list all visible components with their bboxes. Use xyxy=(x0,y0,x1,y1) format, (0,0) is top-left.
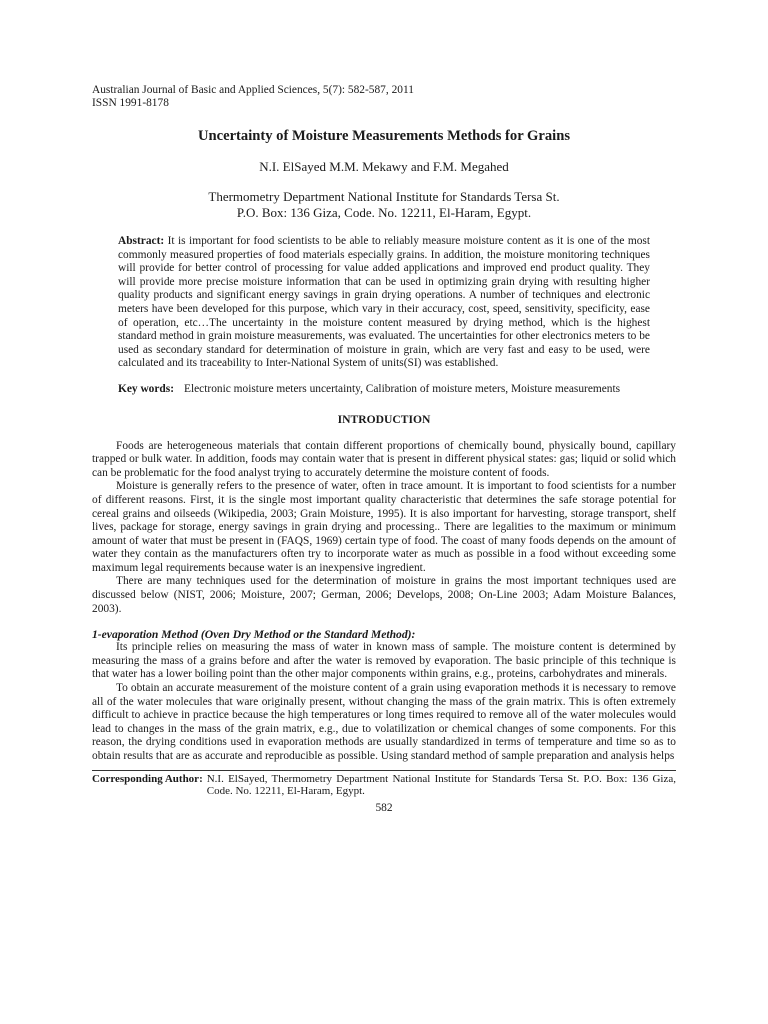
paragraph: To obtain an accurate measurement of the moisture content of a grain using evaporation methods it is necessary to remove all of the water molecules that ware originally present, without changing the mass of the grain matrix. This is often extremely difficult to achieve in practice because the high temperatures or long times required to remove all of the water molecules would lead to changes in the mass of the grain matrix, e.g., due to volatilization or chemical changes of some components. For this reason, the drying conditions used in evaporation methods are usually standardized in terms of temperature and time so as to obtain results that are as accurate and reproducible as possible. Using standard method of sample preparation and analysis helps xyxy=(92,682,676,762)
paper-page xyxy=(92,84,676,814)
affiliation-line-1: Thermometry Department National Institute for Standards Tersa St. xyxy=(208,189,560,204)
keywords-text: Electronic moisture meters uncertainty, Calibration of moisture meters, Moisture measurements xyxy=(184,382,621,395)
paper-title: Uncertainty of Moisture Measurements Methods for Grains xyxy=(197,128,571,144)
abstract-text: It is important for food scientists to be able to reliably measure moisture content as it is one of the most commonly measured properties of food materials especially grains. In addition, the moisture monitoring techniques will provide for better control of processing for value added applications and improved end product quality. They will provide more precise moisture information that can be used in optimizing grain drying with resulting higher quality products and significant energy savings in grain drying operations. A number of techniques and electronic meters have been developed for this purpose, which vary in their accuracy, cost, speed, sensitivity, specificity, ease of operation, etc…The uncertainty in the moisture content measured by drying method, which is the highest standard method in grain moisture measurements, was evaluated. The uncertainties for other electronics meters to be used as secondary standard for determination of moisture in grain, which are very fast and easy to be used, were calculated and its traceability to Inter-National System of units(SI) was established. xyxy=(118,235,650,370)
paragraph: There are many techniques used for the determination of moisture in grains the most important techniques used are discussed below (NIST, 2006; Moisture, 2007; German, 2006; Develops, 2008; On-Line 2003; Adam Moisture Balances, 2003). xyxy=(92,575,676,615)
corresponding-author xyxy=(92,773,676,798)
keywords xyxy=(118,383,650,397)
journal-header xyxy=(92,84,676,110)
page-number: 582 xyxy=(375,801,393,814)
affiliation xyxy=(92,189,676,221)
corresponding-author-label: Corresponding Author: xyxy=(92,772,203,785)
journal-citation: Australian Journal of Basic and Applied Sciences, 5(7): 582-587, 2011 xyxy=(92,84,414,96)
abstract-label: Abstract: xyxy=(118,235,165,247)
paragraph: Foods are heterogeneous materials that contain different proportions of chemically bound, physically bound, capillary trapped or bulk water. In addition, foods may contain water that is present in different physical states: gas; liquid or solid which can be problematic for the food analyst trying to accurately determine the moisture content of foods. xyxy=(92,439,676,479)
corresponding-author-text: N.I. ElSayed, Thermometry Department National Institute for Standards Tersa St. P.O. Box: 136 Giza, Code. No. 12211, El-Haram, Egypt. xyxy=(206,772,676,798)
keywords-label: Key words: xyxy=(118,382,174,395)
affiliation-line-2: P.O. Box: 136 Giza, Code. No. 12211, El-Haram, Egypt. xyxy=(236,205,532,220)
abstract xyxy=(118,235,650,371)
footnote-divider xyxy=(92,770,676,771)
introduction-body xyxy=(92,440,676,617)
paragraph: Its principle relies on measuring the mass of water in known mass of sample. The moisture content is determined by measuring the mass of a grains before and after the water is removed by evaporation. The basic principle of this technique is that water has a lower boiling point than the other major components within grains, e.g., proteins, carbohydrates and minerals. xyxy=(92,641,676,681)
section-heading: 1-evaporation Method (Oven Dry Method or the Standard Method): xyxy=(92,628,416,642)
issn: ISSN 1991-8178 xyxy=(92,97,169,109)
paragraph: Moisture is generally refers to the presence of water, often in trace amount. It is important to food scientists for a number of different reasons. First, it is the single most important quality characteristic that determines the safe storage potential for cereal grains and oilseeds (Wikipedia, 2003; Grain Moisture, 1995). It is also important for harvesting, storage transport, shelf lives, package for storage, energy savings in grain drying and processing.. There are legalities to the maximum or minimum amount of water that must be present in (FAQS, 1969) certain type of food. The coast of many foods depends on the amount of water they contain as the manufacturers often try to incorporate water as much as possible in a food without exceeding some maximum legal requirements because water is an inexpensive ingredient. xyxy=(92,480,676,574)
introduction-heading: INTRODUCTION xyxy=(337,412,431,426)
section-body xyxy=(92,641,676,763)
author-list: N.I. ElSayed M.M. Mekawy and F.M. Megahed xyxy=(259,159,509,174)
